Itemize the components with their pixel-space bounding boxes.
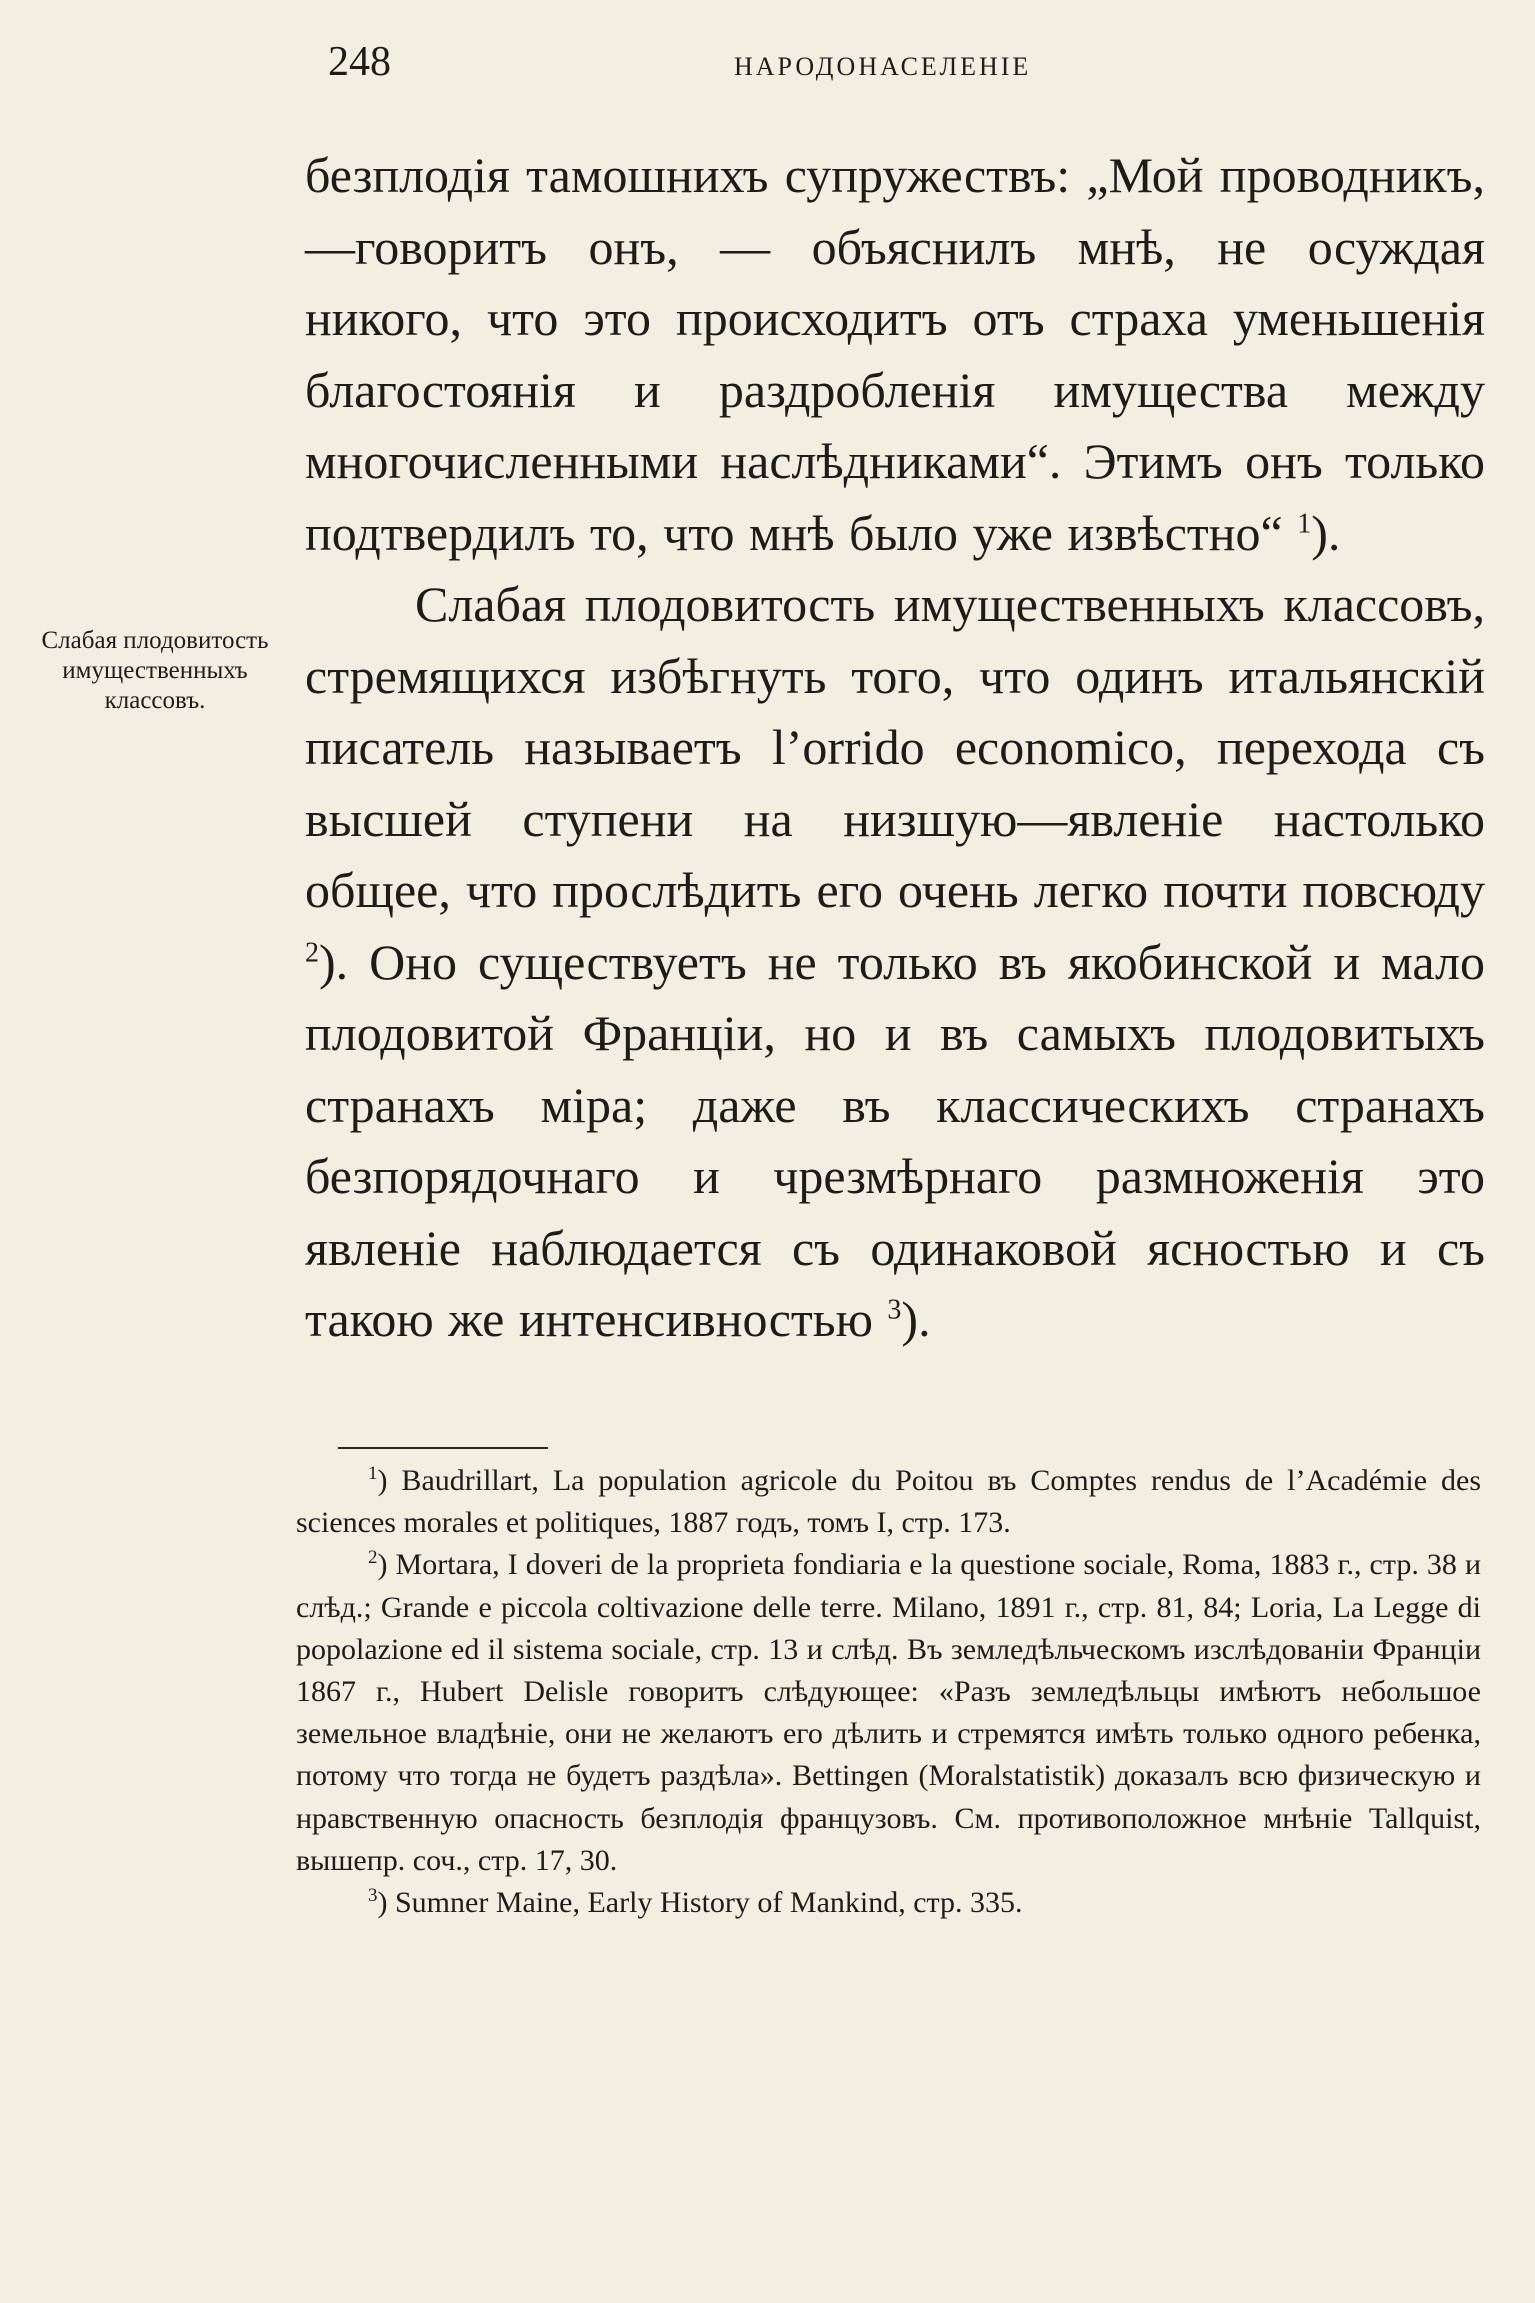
page-number: 248 xyxy=(328,39,391,85)
paragraph-2-tail: ). xyxy=(901,1291,931,1347)
paragraph-1-text: безплодія тамошнихъ супружествъ: „Мой проводникъ,—говоритъ онъ, — объяснилъ мнѣ, не осуждая никого, что это происходитъ отъ страха уменьшенія благостоянія и раздробленія имущества между многочисленными наслѣдниками“. Этимъ онъ только подтвердилъ то, что мнѣ было уже извѣстно“ xyxy=(305,147,1485,561)
footnote-marker-3: 3 xyxy=(368,1885,378,1907)
main-text xyxy=(305,140,1485,1356)
footnote-2 xyxy=(296,1544,1481,1882)
paragraph-2 xyxy=(305,569,1485,1356)
footnote-ref-3[interactable]: 3 xyxy=(887,1294,902,1326)
running-title: НАРОДОНАСЕЛЕНІЕ xyxy=(734,52,1032,81)
margin-note: Слабая плодовитость имущественныхъ классовъ. xyxy=(41,627,269,714)
footnote-ref-2[interactable]: 2 xyxy=(305,936,319,968)
paragraph-continuation xyxy=(305,140,1485,569)
page-header xyxy=(328,38,1478,98)
footnote-3-text: ) Sumner Maine, Early History of Mankind, стр. 335. xyxy=(377,1886,1023,1920)
paragraph-1-tail: ). xyxy=(1311,504,1341,561)
footnote-1 xyxy=(296,1460,1481,1544)
footnote-1-text: ) Baudrillart, La population agricole du Poitou въ Comptes rendus de l’Académie des sciences morales et politiques, 1887 годъ, томъ I, стр. 173. xyxy=(296,1464,1481,1540)
footnote-marker-2: 2 xyxy=(368,1547,378,1569)
footnote-divider xyxy=(338,1447,548,1449)
footnote-ref-1[interactable]: 1 xyxy=(1297,507,1312,539)
footnotes xyxy=(296,1460,1481,1924)
footnote-2-text: ) Mortara, I doveri de la proprieta fondiaria e la questione sociale, Roma, 1883 г., стр. 38 и слѣд.; Grande e piccola coltivazione delle terre. Milano, 1891 г., стр. 81, 84; Loria, La Legge di popolazione ed il sistema sociale, стр. 13 и слѣд. Въ земледѣльческомъ изслѣдованіи Франціи 1867 г., Hubert Delisle говоритъ слѣдующее: «Разъ земледѣльцы имѣютъ небольшое земельное владѣніе, они не желаютъ его дѣлить и стремятся имѣть только одного ребенка, потому что тогда не будетъ раздѣла». Bettingen (Moralstatistik) доказалъ всю физическую и нравственную опасность безплодія французовъ. См. противоположное мнѣніе Tallquist, вышепр. соч., стр. 17, 30. xyxy=(296,1548,1481,1877)
paragraph-2-text-a: Слабая плодовитость имущественныхъ классовъ, стремящихся избѣгнуть того, что одинъ итальянскій писатель называетъ l’orrido economico, перехода съ высшей ступени на низшую—явленіе настолько общее, что прослѣдить его очень легко почти повсюду xyxy=(305,576,1485,918)
paragraph-2-text-b: ). Оно существуетъ не только въ якобинской и мало плодовитой Франціи, но и въ самыхъ плодовитыхъ странахъ міра; даже въ классическихъ странахъ безпорядочнаго и чрезмѣрнаго размноженія это явленіе наблюдается съ одинаковой ясностью и съ такою же интенсивностью xyxy=(305,933,1485,1347)
footnote-marker-1: 1 xyxy=(368,1463,378,1484)
footnote-3 xyxy=(296,1882,1481,1924)
